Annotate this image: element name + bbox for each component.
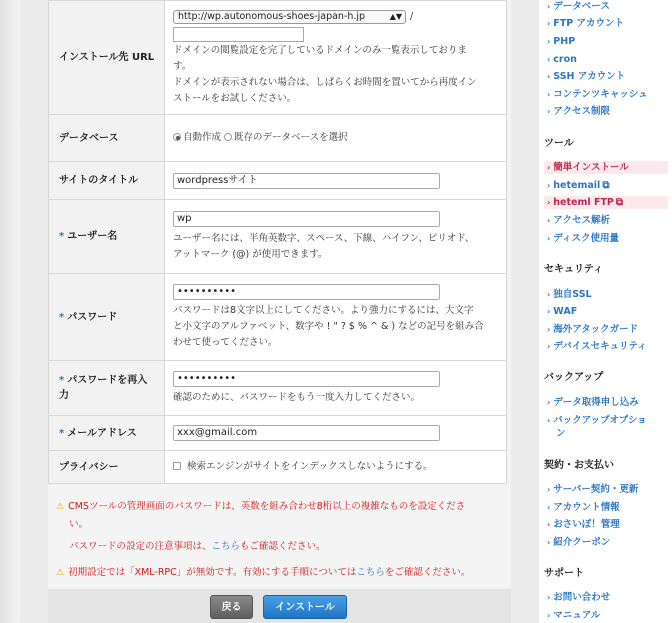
sidebar-item-ftp-account[interactable] xyxy=(547,17,667,30)
button-bar xyxy=(48,589,511,623)
password-label: パスワード xyxy=(67,311,118,323)
radio-unchecked-icon xyxy=(224,133,232,141)
database-label: データベース xyxy=(49,115,165,162)
sidebar-item-label: アカウント情報 xyxy=(553,502,620,513)
sidebar-heading-backup: バックアップ xyxy=(544,372,604,383)
chevron-right-icon: › xyxy=(547,55,551,64)
email-label: メールアドレス xyxy=(67,427,137,439)
chevron-right-icon: › xyxy=(547,216,551,225)
chevron-right-icon: › xyxy=(547,342,551,351)
chevron-right-icon: › xyxy=(547,19,551,28)
radio-auto-create-label: 自動作成 xyxy=(183,132,222,143)
row-password-confirm xyxy=(49,361,507,416)
password-warning-line-2: い。 xyxy=(69,519,89,530)
sidebar-item-label: heteml FTP xyxy=(553,197,614,208)
sidebar-item-label: 簡単インストール xyxy=(553,162,629,173)
sidebar-heading-tools: ツール xyxy=(544,138,574,149)
xmlrpc-warning xyxy=(56,564,501,582)
sidebar-item-easy-install[interactable] xyxy=(544,161,668,174)
chevron-right-icon: › xyxy=(547,325,551,334)
password-notes-link[interactable]: こちら xyxy=(211,541,241,552)
privacy-checkbox[interactable] xyxy=(173,461,433,472)
sidebar-item-account-info[interactable] xyxy=(547,501,667,514)
sidebar-item-contact[interactable] xyxy=(547,591,667,604)
xmlrpc-warning-post: をご確認ください。 xyxy=(384,567,471,578)
sidebar-item-label: おさいぽ！管理 xyxy=(553,519,620,530)
required-mark: * xyxy=(59,231,65,242)
sidebar-item-label: WAF xyxy=(553,306,578,317)
password-notes-line xyxy=(56,538,501,555)
password-notes-post: もご確認ください。 xyxy=(240,541,326,552)
chevron-right-icon: › xyxy=(547,107,551,116)
install-url-help-1: ドメインの閲覧設定を完了しているドメインのみ一覧表示しておりま xyxy=(173,44,467,56)
chevron-right-icon: › xyxy=(547,181,551,190)
chevron-right-icon: › xyxy=(547,198,551,207)
install-form-table xyxy=(48,0,507,484)
sidebar-item-label: サーバー契約・更新 xyxy=(553,484,639,495)
sidebar-item-label: デバイスセキュリティ xyxy=(553,341,647,352)
chevron-right-icon: › xyxy=(547,90,551,99)
password-warning xyxy=(56,498,501,516)
sidebar-heading-billing: 契約・お支払い xyxy=(544,460,614,471)
sidebar-item-access-analysis[interactable] xyxy=(547,214,667,227)
sidebar-item-heteml-ftp[interactable] xyxy=(544,196,668,209)
install-path-input[interactable] xyxy=(173,27,304,42)
checkbox-icon xyxy=(173,462,181,470)
back-button[interactable]: 戻る xyxy=(210,595,253,619)
required-mark: * xyxy=(59,311,65,323)
password-help-2: と小文字のアルファベット、数字や ! " ? $ % ^ & ) などの記号を組み合 xyxy=(173,320,484,332)
install-url-help-2: す。 xyxy=(173,60,192,72)
radio-existing-db[interactable] xyxy=(224,132,348,143)
sidebar-item-manual[interactable] xyxy=(547,609,667,622)
row-privacy xyxy=(49,451,507,484)
required-mark: * xyxy=(59,427,65,439)
chevron-right-icon: › xyxy=(547,307,551,316)
username-label: ユーザー名 xyxy=(67,231,118,242)
privacy-label: プライバシー xyxy=(49,451,165,484)
radio-auto-create[interactable] xyxy=(173,132,221,143)
external-link-icon: ⧉ xyxy=(615,197,624,208)
url-slash: / xyxy=(410,10,414,22)
radio-existing-db-label: 既存のデータベースを選択 xyxy=(234,132,348,143)
page-left-gutter xyxy=(0,0,20,623)
chevron-right-icon: › xyxy=(547,416,551,425)
sidebar-item-label: SSH アカウント xyxy=(553,71,626,82)
site-title-input[interactable]: wordpressサイト xyxy=(173,173,440,189)
sidebar-item-device-security[interactable] xyxy=(547,340,667,353)
sidebar xyxy=(539,0,672,623)
row-database xyxy=(49,115,507,162)
install-button[interactable]: インストール xyxy=(263,595,347,619)
chevron-right-icon: › xyxy=(547,163,551,172)
sidebar-item-label: 海外アタックガード xyxy=(553,324,639,335)
radio-checked-icon xyxy=(173,133,181,141)
sidebar-item-ssh-account[interactable] xyxy=(547,70,667,83)
sidebar-item-label: ディスク使用量 xyxy=(553,233,620,244)
sidebar-item-label-2: ン xyxy=(556,428,566,439)
notes-area xyxy=(56,498,501,582)
sidebar-item-label: PHP xyxy=(553,36,576,47)
main-content xyxy=(48,0,511,623)
site-title-label: サイトのタイトル xyxy=(49,162,165,200)
sidebar-item-label: バックアップオプショ xyxy=(553,415,647,426)
row-username xyxy=(49,200,507,274)
warning-icon: ⚠ xyxy=(56,502,65,512)
username-help-2: アットマーク (@) が使用できます。 xyxy=(173,248,328,260)
password-help-3: わせて使ってください。 xyxy=(173,336,278,348)
sidebar-item-database[interactable] xyxy=(547,0,667,13)
row-install-url xyxy=(49,1,507,115)
sidebar-item-label: アクセス解析 xyxy=(553,215,611,226)
row-site-title xyxy=(49,162,507,200)
sidebar-item-data-request[interactable] xyxy=(547,396,667,409)
password-confirm-help: 確認のために、パスワードをもう一度入力してください。 xyxy=(173,391,421,403)
sidebar-item-label: データベース xyxy=(553,1,610,12)
chevron-right-icon: › xyxy=(547,398,551,407)
sidebar-item-label: hetemail xyxy=(553,180,601,191)
password-confirm-label-2: 力 xyxy=(59,390,69,401)
chevron-right-icon: › xyxy=(547,503,551,512)
sidebar-item-label: お問い合わせ xyxy=(553,592,611,603)
sidebar-item-ssl[interactable] xyxy=(547,288,667,301)
password-help-1: パスワードは8文字以上にしてください。より強力にするには、大文字 xyxy=(173,304,474,316)
sidebar-item-php[interactable] xyxy=(547,35,667,48)
password-warning-text: CMSツールの管理画面のパスワードは、英数を組み合わせ8桁以上の複雑なものを設定くださ xyxy=(68,501,466,512)
password-notes-pre: パスワードの設定の注意事項は、 xyxy=(69,541,212,552)
select-arrows-icon: ▲▼ xyxy=(389,11,402,21)
sidebar-item-label: マニュアル xyxy=(553,610,601,621)
chevron-right-icon: › xyxy=(547,234,551,243)
sidebar-item-waf[interactable] xyxy=(547,305,667,318)
chevron-right-icon: › xyxy=(547,2,551,11)
domain-select[interactable] xyxy=(173,10,406,24)
chevron-right-icon: › xyxy=(547,290,551,299)
sidebar-item-server-contract[interactable] xyxy=(547,483,667,496)
sidebar-item-access-restriction[interactable] xyxy=(547,105,667,118)
chevron-right-icon: › xyxy=(547,485,551,494)
row-email xyxy=(49,416,507,451)
external-link-icon: ⧉ xyxy=(602,180,610,191)
chevron-right-icon: › xyxy=(547,72,551,81)
sidebar-heading-support: サポート xyxy=(544,568,584,579)
install-url-help-3: ドメインが表示されない場合は、しばらくお時間を置いてから再度イン xyxy=(173,76,477,88)
sidebar-item-overseas-attack-guard[interactable] xyxy=(547,323,667,336)
email-input[interactable]: xxx@gmail.com xyxy=(173,425,440,441)
sidebar-item-label: アクセス制限 xyxy=(553,106,611,117)
warning-icon: ⚠ xyxy=(56,568,65,578)
privacy-checkbox-label: 検索エンジンがサイトをインデックスしないようにする。 xyxy=(187,461,433,472)
sidebar-item-osaipo[interactable] xyxy=(547,518,667,531)
sidebar-item-label: コンテンツキャッシュ xyxy=(553,89,648,100)
required-mark: * xyxy=(59,375,65,386)
xmlrpc-link[interactable]: こちら xyxy=(356,567,385,578)
password-input[interactable]: •••••••••• xyxy=(173,284,440,300)
chevron-right-icon: › xyxy=(547,593,551,602)
username-help-1: ユーザー名には、半角英数字、スペース、下線、ハイフン、ピリオド、 xyxy=(173,232,475,244)
install-url-help-4: ストールをお試しください。 xyxy=(173,92,297,104)
chevron-right-icon: › xyxy=(547,538,551,547)
username-input[interactable]: wp xyxy=(173,211,440,227)
sidebar-item-label: cron xyxy=(553,54,577,65)
sidebar-item-label: 独自SSL xyxy=(553,289,592,300)
password-confirm-input[interactable]: •••••••••• xyxy=(173,371,440,387)
install-url-label: インストール先 URL xyxy=(49,1,165,115)
sidebar-item-label: FTP アカウント xyxy=(553,18,624,29)
sidebar-item-disk-usage[interactable] xyxy=(547,232,667,245)
xmlrpc-warning-pre: 初期設定では「XML-RPC」が無効です。有効にする手順については xyxy=(68,567,357,578)
row-password xyxy=(49,274,507,361)
password-confirm-label: パスワードを再入 xyxy=(67,375,148,386)
sidebar-item-referral-coupon[interactable] xyxy=(547,536,667,549)
sidebar-heading-security: セキュリティ xyxy=(544,264,603,275)
chevron-right-icon: › xyxy=(547,520,551,529)
sidebar-item-content-cache[interactable] xyxy=(547,88,667,101)
sidebar-item-hetemail[interactable] xyxy=(547,179,667,192)
chevron-right-icon: › xyxy=(547,37,551,46)
chevron-right-icon: › xyxy=(547,611,551,620)
sidebar-item-backup-option[interactable] xyxy=(547,414,667,440)
domain-select-value: http://wp.autonomous-shoes-japan-h.jp xyxy=(178,10,366,22)
sidebar-item-label: 紹介クーポン xyxy=(553,537,611,548)
sidebar-item-label: データ取得申し込み xyxy=(553,397,639,408)
sidebar-item-cron[interactable] xyxy=(547,53,667,66)
